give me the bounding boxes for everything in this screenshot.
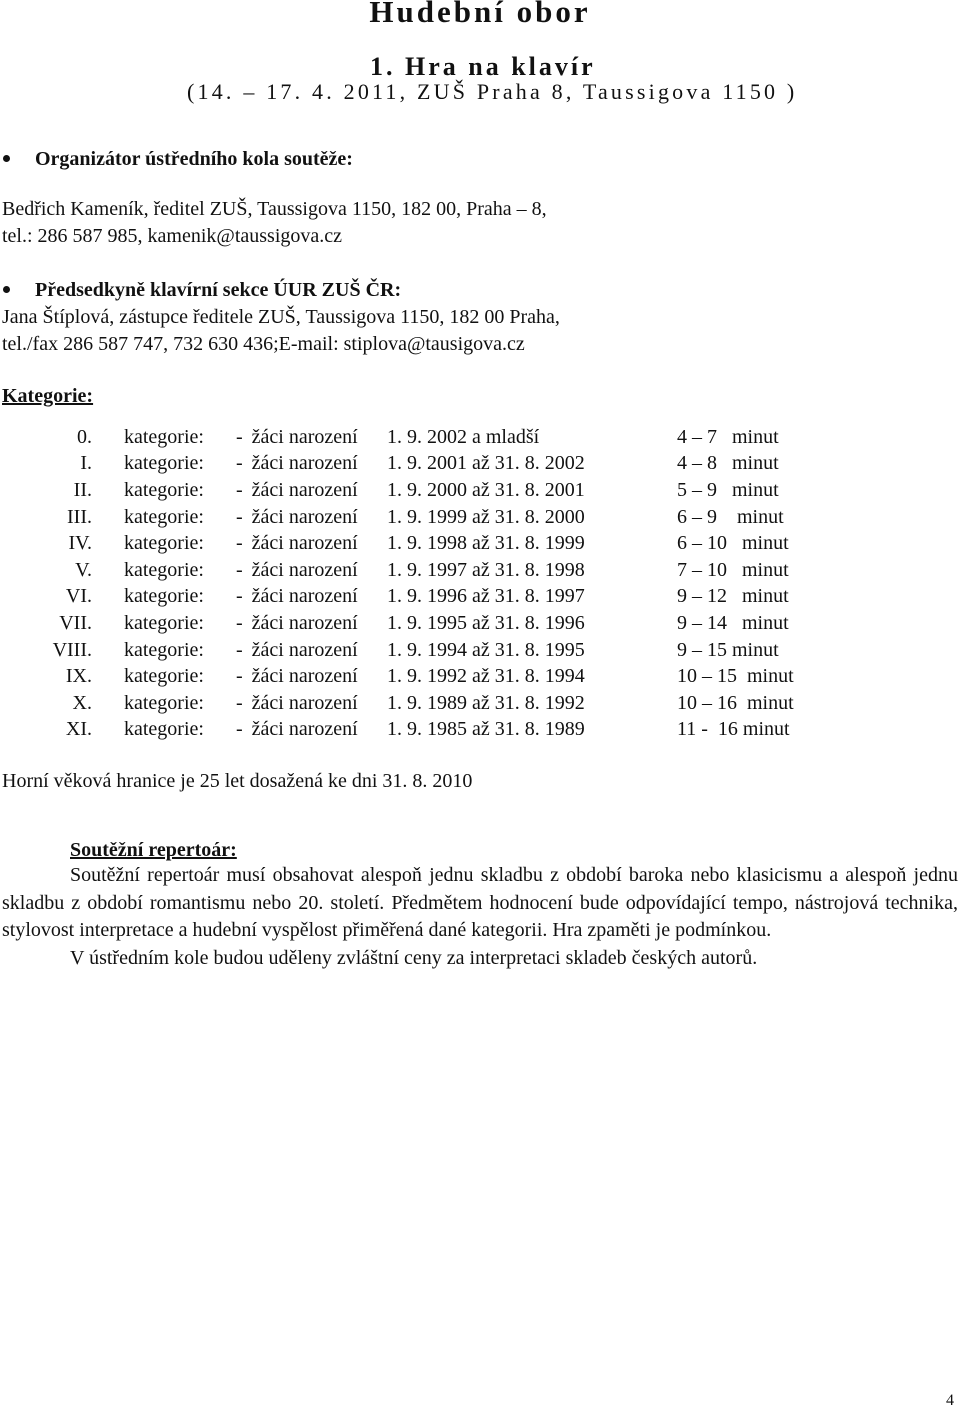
- category-born-label: žáci narození: [251, 452, 358, 475]
- chair-line2: tel./fax 286 587 747, 732 630 436;E-mail: stiplova@tausigova.cz: [2, 333, 525, 355]
- category-row: [0, 504, 794, 531]
- category-label: [92, 610, 369, 637]
- category-duration: 9 – 15 minut: [677, 638, 779, 661]
- category-dash: -: [235, 638, 243, 661]
- category-born-label: žáci narození: [251, 585, 358, 608]
- section-title: 1. Hra na klavír: [370, 52, 596, 81]
- category-number: IX.: [65, 665, 92, 688]
- category-row: [0, 637, 794, 664]
- category-label: [92, 690, 369, 717]
- organizer-line1: Bedřich Kameník, ředitel ZUŠ, Taussigova 1150, 182 00, Praha – 8,: [2, 198, 547, 220]
- category-row: [0, 451, 794, 478]
- category-dash: -: [235, 452, 243, 475]
- category-dates: 1. 9. 1999 až 31. 8. 2000: [387, 505, 585, 528]
- category-duration: 4 – 7 minut: [677, 425, 779, 448]
- bullet-icon: [3, 155, 10, 162]
- category-dates: 1. 9. 2001 až 31. 8. 2002: [387, 452, 585, 475]
- event-info: (14. – 17. 4. 2011, ZUŠ Praha 8, Taussigova 1150 ): [187, 79, 798, 104]
- category-duration: 11 - 16 minut: [677, 718, 790, 741]
- category-duration: 5 – 9 minut: [677, 478, 779, 501]
- category-duration: 4 – 8 minut: [677, 452, 779, 475]
- category-dash: -: [235, 532, 243, 555]
- chair-line1: Jana Štíplová, zástupce ředitele ZUŠ, Taussigova 1150, 182 00 Praha,: [2, 306, 560, 328]
- category-duration: 7 – 10 minut: [677, 558, 789, 581]
- category-number: II.: [73, 478, 92, 501]
- category-label: [92, 663, 369, 690]
- category-number: VIII.: [52, 638, 92, 661]
- category-dash: -: [235, 505, 243, 528]
- category-born-label: žáci narození: [251, 425, 358, 448]
- category-dash: -: [235, 718, 243, 741]
- category-word: kategorie:: [124, 558, 204, 581]
- category-duration: 6 – 10 minut: [677, 532, 789, 555]
- category-dash: -: [235, 585, 243, 608]
- category-dash: -: [235, 691, 243, 714]
- category-label: [92, 584, 369, 611]
- category-duration: 9 – 12 minut: [677, 585, 789, 608]
- category-dash: -: [235, 478, 243, 501]
- category-dates: 1. 9. 1994 až 31. 8. 1995: [387, 638, 585, 661]
- page-title: Hudební obor: [369, 0, 591, 29]
- category-dash: -: [235, 558, 243, 581]
- category-number: III.: [67, 505, 92, 528]
- category-word: kategorie:: [124, 532, 204, 555]
- category-row: [0, 557, 794, 584]
- category-number: X.: [72, 691, 92, 714]
- category-word: kategorie:: [124, 478, 204, 501]
- category-label: [92, 451, 369, 478]
- category-dates: 1. 9. 1998 až 31. 8. 1999: [387, 532, 585, 555]
- category-label: [92, 717, 369, 744]
- page-number: 4: [946, 1392, 954, 1409]
- category-row: [0, 717, 794, 744]
- repertoire-paragraph: V ústředním kole budou uděleny zvláštní ceny za interpretaci skladeb českých autorů.: [70, 946, 758, 969]
- category-row: [0, 477, 794, 504]
- organizer-heading: Organizátor ústředního kola soutěže:: [0, 146, 353, 172]
- category-born-label: žáci narození: [251, 505, 358, 528]
- category-word: kategorie:: [124, 638, 204, 661]
- categories-heading: Kategorie:: [2, 385, 94, 407]
- category-number: VII.: [59, 611, 92, 634]
- category-word: kategorie:: [124, 585, 204, 608]
- category-word: kategorie:: [124, 611, 204, 634]
- repertoire-text: [2, 862, 958, 972]
- category-word: kategorie:: [124, 691, 204, 714]
- organizer-line2: tel.: 286 587 985, kamenik@taussigova.cz: [2, 225, 343, 247]
- category-duration: 10 – 16 minut: [677, 691, 794, 714]
- category-number: 0.: [77, 425, 92, 448]
- category-born-label: žáci narození: [251, 638, 358, 661]
- category-label: [92, 557, 369, 584]
- category-dates: 1. 9. 2002 a mladší: [387, 425, 540, 448]
- category-dash: -: [235, 611, 243, 634]
- category-duration: 9 – 14 minut: [677, 611, 789, 634]
- category-row: [0, 584, 794, 611]
- category-word: kategorie:: [124, 425, 204, 448]
- repertoire-heading: Soutěžní repertoár:: [70, 839, 237, 861]
- category-label: [92, 637, 369, 664]
- category-word: kategorie:: [124, 665, 204, 688]
- category-duration: 6 – 9 minut: [677, 505, 784, 528]
- category-dates: 1. 9. 1989 až 31. 8. 1992: [387, 691, 585, 714]
- category-dates: 1. 9. 2000 až 31. 8. 2001: [387, 478, 585, 501]
- category-duration: 10 – 15 minut: [677, 665, 794, 688]
- category-born-label: žáci narození: [251, 691, 358, 714]
- repertoire-paragraph: Soutěžní repertoár musí obsahovat alespoň jednu skladbu z období baroka nebo klasicismu a alespoň jednu skladbu z období romantismu nebo 20. století. Předmětem hodnocení bude odpovídající tempo, nástrojová technika, stylovost interpretace a hudební vyspělost přiměřená dané kategorii. Hra zpaměti je podmínkou.: [2, 864, 958, 941]
- category-label: [92, 424, 369, 451]
- category-dates: 1. 9. 1985 až 31. 8. 1989: [387, 718, 585, 741]
- category-dates: 1. 9. 1996 až 31. 8. 1997: [387, 585, 585, 608]
- category-born-label: žáci narození: [251, 665, 358, 688]
- category-label: [92, 504, 369, 531]
- category-dash: -: [235, 665, 243, 688]
- category-number: IV.: [68, 532, 92, 555]
- category-row: [0, 610, 794, 637]
- category-born-label: žáci narození: [251, 611, 358, 634]
- category-row: [0, 663, 794, 690]
- categories-table: [0, 424, 794, 743]
- category-row: [0, 424, 794, 451]
- category-born-label: žáci narození: [251, 718, 358, 741]
- category-dates: 1. 9. 1992 až 31. 8. 1994: [387, 665, 585, 688]
- category-number: I.: [80, 452, 92, 475]
- bullet-icon: [3, 286, 10, 293]
- category-label: [92, 477, 369, 504]
- category-dash: -: [235, 425, 243, 448]
- chair-heading: Předsedkyně klavírní sekce ÚUR ZUŠ ČR:: [0, 277, 401, 303]
- category-dates: 1. 9. 1995 až 31. 8. 1996: [387, 611, 585, 634]
- category-number: XI.: [65, 718, 92, 741]
- category-born-label: žáci narození: [251, 558, 358, 581]
- category-label: [92, 530, 369, 557]
- category-row: [0, 690, 794, 717]
- category-number: V.: [75, 558, 92, 581]
- category-word: kategorie:: [124, 452, 204, 475]
- category-word: kategorie:: [124, 505, 204, 528]
- category-born-label: žáci narození: [251, 478, 358, 501]
- category-row: [0, 530, 794, 557]
- age-limit-note: Horní věková hranice je 25 let dosažená ke dni 31. 8. 2010: [2, 770, 473, 792]
- category-dates: 1. 9. 1997 až 31. 8. 1998: [387, 558, 585, 581]
- category-number: VI.: [65, 585, 92, 608]
- category-word: kategorie:: [124, 718, 204, 741]
- category-born-label: žáci narození: [251, 532, 358, 555]
